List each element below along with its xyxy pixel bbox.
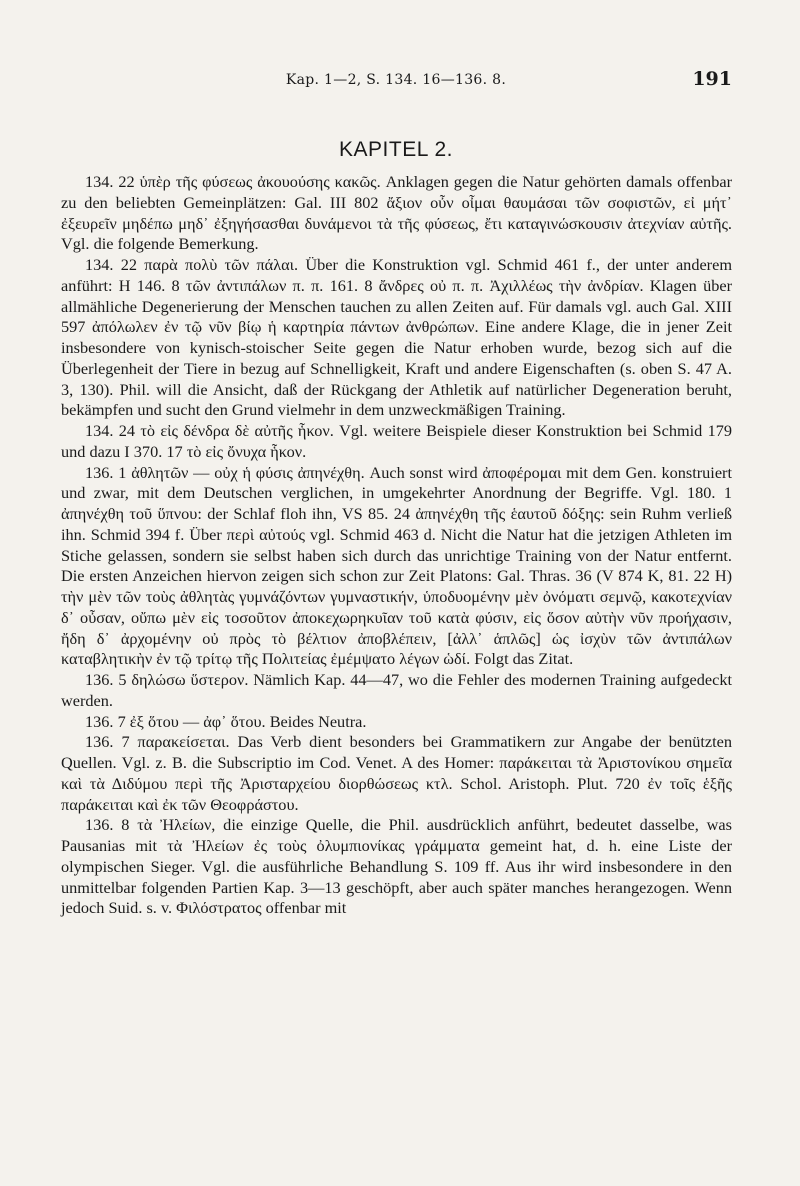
chapter-title: KAPITEL 2. bbox=[339, 138, 453, 161]
paragraph: 134. 22 ὑπὲρ τῆς φύσεως ἀκουούσης κακῶς. Anklagen gegen die Natur gehörten damals offenbar zu den beliebten Gemeinplätzen: Gal. III 802 ἄξιον οὖν οἶμαι θαυμάσαι τῶν σοφιστῶν, εἰ μήτ᾽ ἐξευρεῖν μηδέπω μηδ᾽ ἐξηγήσασθαι δυνάμενοι τὰ τῆς φύσεως, ἔτι καταγινώσκουσιν ἀτεχνίαν αὐτῆς. Vgl. die folgende Bemerkung. bbox=[61, 172, 732, 254]
paragraph: 136. 1 ἀθλητῶν — οὐχ ἡ φύσις ἀπηνέχθη. Auch sonst wird ἀποφέρομαι mit dem Gen. konstruiert und zwar, mit dem Deutschen verglichen, in umgekehrter Anordnung der Begriffe. Vgl. 180. 1 ἀπηνέχθη τοῦ ὕπνου: der Schlaf floh ihn, VS 85. 24 ἀπηνέχθη τῆς ἑαυτοῦ δόξης: sein Ruhm verließ ihn. Schmid 394 f. Über περὶ αὐτούς vgl. Schmid 463 d. Nicht die Natur hat die jetzigen Athleten im Stiche gelassen, sondern sie selbst haben sich durch das unrichtige Training von der Natur entfernt. Die ersten Anzeichen hiervon zeigen sich schon zur Zeit Platons: Gal. Thras. 36 (V 874 K, 81. 22 H) τὴν μὲν τῶν τοὺς ἀθλητὰς γυμνάζόντων γυμναστικήν, ὑποδυομένην μὲν ὀνόματι σεμνῷ, κακοτεχνίαν δ᾽ οὖσαν, οὔπω μὲν εἰς τοσοῦτον ἀποκεχωρηκυῖαν τοῦ κατὰ φύσιν, εἰς ὅσον αὐτὴν νῦν προήχασιν, ἤδη δ᾽ ἀρχομένην οὐ πρὸς τὸ βέλτιον ἀποβλέπειν, [ἀλλ᾽ ἁπλῶς] ὡς ἰσχὺν τῶν ἀντιπάλων καταβλητικὴν ἐν τῷ τρίτῳ τῆς Πολιτείας ἐμέμψατο λέγων ὡδί. Folgt das Zitat. bbox=[61, 462, 732, 669]
paragraph: 136. 8 τὰ Ἠλείων, die einzige Quelle, die Phil. ausdrücklich anführt, bedeutet dasselbe, was Pausanias mit τὰ Ἠλείων ἐς τοὺς ὀλυμπιονίκας γράμματα gemeint hat, d. h. eine Liste der olympischen Sieger. Vgl. die ausführliche Behandlung S. 109 ff. Aus ihr wird insbesondere in den unmittelbar folgenden Partien Kap. 3—13 geschöpft, aber auch später manches herangezogen. Wenn jedoch Suid. s. v. Φιλόστρατος offenbar mit bbox=[61, 815, 732, 918]
body-text bbox=[61, 172, 732, 919]
paragraph: 136. 7 παρακείσεται. Das Verb dient besonders bei Grammatikern zur Angabe der benützten Quellen. Vgl. z. B. die Subscriptio im Cod. Venet. A des Homer: παράκειται τὰ Ἀριστονίκου σημεῖα καὶ τὰ Διδύμου περὶ τῆς Ἀρισταρχείου διορθώσεως κτλ. Schol. Aristoph. Plut. 720 ἐν τοῖς ἑξῆς παράκειται καὶ ἐκ τῶν Θεοφράστου. bbox=[61, 732, 732, 814]
paragraph: 136. 5 δηλώσω ὕστερον. Nämlich Kap. 44—47, wo die Fehler des modernen Training aufgedeckt werden. bbox=[61, 670, 732, 710]
page-header bbox=[60, 68, 732, 102]
paragraph: 136. 7 ἐξ ὅτου — ἀφ᾽ ὅτου. Beides Neutra. bbox=[85, 711, 367, 731]
paragraph: 134. 24 τὸ εἰς δένδρα δὲ αὐτῆς ἧκον. Vgl. weitere Beispiele dieser Konstruktion bei Schmid 179 und dazu I 370. 17 τὸ εἰς ὄνυχα ἧκον. bbox=[61, 421, 732, 461]
paragraph: 134. 22 παρὰ πολὺ τῶν πάλαι. Über die Konstruktion vgl. Schmid 461 f., der unter anderem anführt: H 146. 8 τῶν ἀντιπάλων π. π. 161. 8 ἄνδρες οὐ π. π. Ἀχιλλέως τὴν ἀνδρίαν. Klagen über allmähliche Degenerierung der Menschen tauchen zu allen Zeiten auf. Für damals vgl. auch Gal. XIII 597 ἀπόλωλεν ἐν τῷ νῦν βίῳ ἡ καρτηρία πάντων ἀνθρώπων. Eine andere Klage, die in jener Zeit insbesondere von kynisch-stoischer Seite gegen die Natur erhoben wurde, bezog sich auf die Überlegenheit der Tiere in bezug auf Schnelligkeit, Kraft und andere Eigenschaften (s. oben S. 47 A. 3, 130). Phil. will die Ansicht, daß der Rückgang der Athletik auf natürlicher Degeneration beruht, bekämpfen und sucht den Grund vielmehr in dem unzweckmäßigen Training. bbox=[61, 255, 732, 420]
running-head: Kap. 1—2, S. 134. 16—136. 8. bbox=[285, 72, 507, 88]
page-number: 191 bbox=[692, 68, 732, 90]
